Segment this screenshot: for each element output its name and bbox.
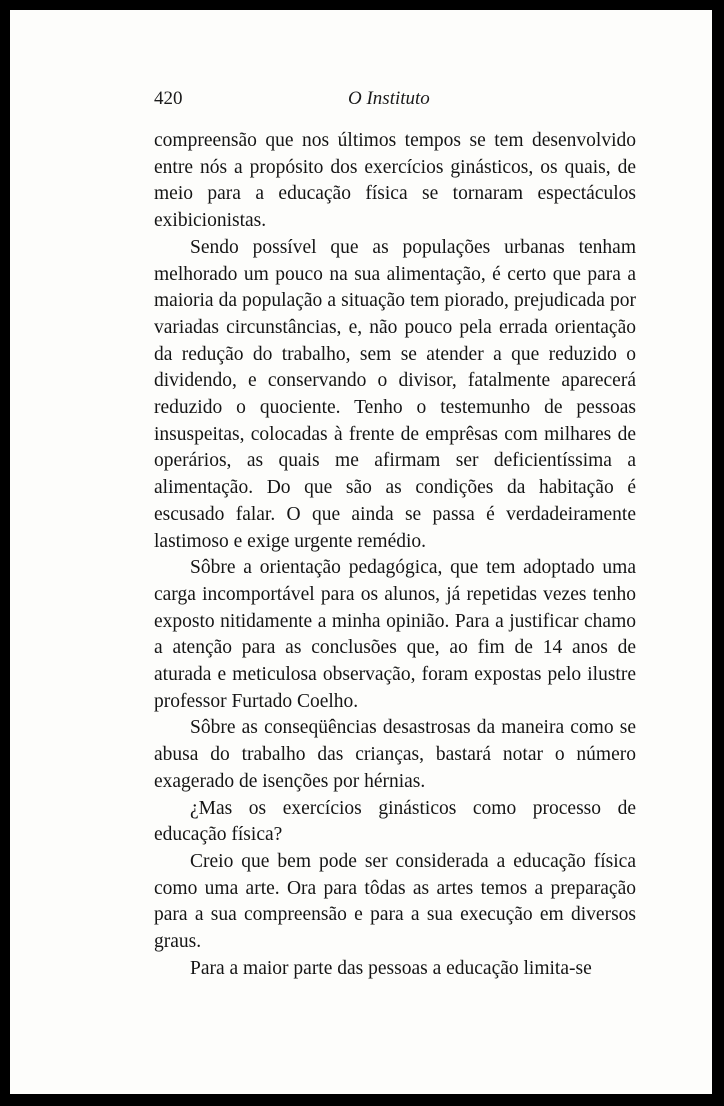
paragraph-3: Sôbre a orientação pedagógica, que tem adoptado uma carga incomportável para os alunos, já repetidas vezes tenho exposto nitidamente a minha opinião. Para a justificar chamo a atenção para as conclusões que, ao fim de 14 anos de aturada e meticulosa observação, foram expostas pelo ilustre professor Furtado Coelho. xyxy=(154,557,636,712)
paragraph-7: Para a maior parte das pessoas a educação limita-se xyxy=(190,957,592,979)
paragraph-2: Sendo possível que as populações urbanas tenham melhorado um pouco na sua alimentação, é certo que para a maioria da população a situação tem piorado, prejudicada por variadas circunstâncias, e, não pouco pela errada orientação da redução do trabalho, sem se atender a que reduzido o dividendo, e conservando o divisor, fatalmente aparecerá reduzido o quociente. Tenho o testemunho de pessoas insuspeitas, colocadas à frente de emprêsas com milhares de operários, as quais me afirmam ser deficientíssima a alimentação. Do que são as condições da habitação é escusado falar. O que ainda se passa é verdadeiramente lastimoso e exige urgente remédio. xyxy=(154,236,636,552)
paragraph-4: Sôbre as conseqüências desastrosas da maneira como se abusa do trabalho das crianças, bastará notar o número exagerado de isenções por hérnias. xyxy=(154,717,636,792)
paragraph-5: ¿Mas os exercícios ginásticos como processo de educação física? xyxy=(154,797,636,846)
paragraph-6: Creio que bem pode ser considerada a educação física como uma arte. Ora para tôdas as artes temos a preparação para a sua compreensão e para a sua execução em diversos graus. xyxy=(154,850,636,953)
page-number: 420 xyxy=(154,88,183,109)
page-header xyxy=(154,88,636,114)
book-page xyxy=(10,10,712,1094)
paragraph-1: compreensão que nos últimos tempos se tem desenvolvido entre nós a propósito dos exercícios ginásticos, os quais, de meio para a educação física se tornaram espectáculos exibicionistas. xyxy=(154,130,636,232)
body-text xyxy=(154,128,636,983)
running-title: O Instituto xyxy=(348,88,430,109)
